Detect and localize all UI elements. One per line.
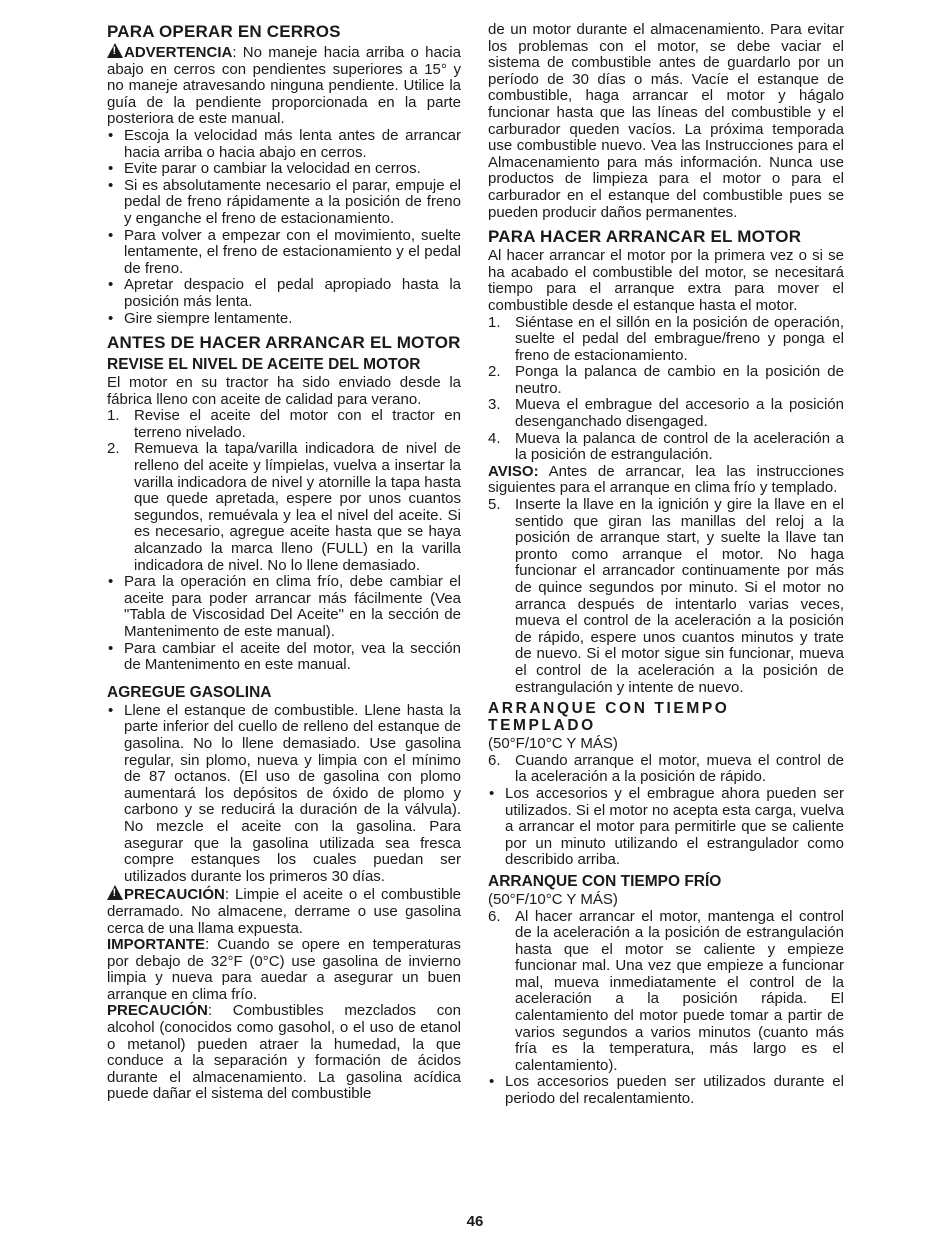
heading-para-operar-en-cerros: PARA OPERAR EN CERROS xyxy=(107,22,341,41)
page-number: 46 xyxy=(466,1213,484,1230)
aceite-intro: El motor en su tractor ha sido enviado desde la fábrica lleno con aceite de calidad para verano. xyxy=(107,374,461,408)
heading-para-hacer-arrancar-el-motor: PARA HACER ARRANCAR EL MOTOR xyxy=(488,227,802,247)
step-number: 1. xyxy=(488,313,501,331)
templado-bullet-list xyxy=(488,786,844,869)
step-number: 3. xyxy=(488,396,501,414)
list-item xyxy=(488,753,844,786)
list-item-text: Para volver a empezar con el movimiento, suelte lentamente, el freno de estacionamiento y el pedal de freno. xyxy=(124,226,461,277)
list-item xyxy=(488,431,844,464)
step-text: Cuando arranque el motor, mueva el control de la aceleración a la posición de rápido. xyxy=(515,751,844,786)
step-text: Siéntase en el sillón en la posición de operación, suelte el pedal del embrague/freno y ponga el freno de estacionamiento. xyxy=(515,313,844,364)
precaucion-text: : Combustibles mezclados con alcohol (conocidos como gasohol, o el uso de etanol o metanol) pueden atraer la humedad, la que conduce a la separación y formación de ácidos durante el almacenamiento. La gasolina acídica puede dañar el sistema del combustible xyxy=(107,1002,461,1103)
step-text: Al hacer arrancar el motor, mantenga el control de la aceleración a la posición de estrangulación hasta que el motor se caliente y empieze funcionar mal. Una vez que empieze a funcionar mal, mueva inmediatamente el control de la aceleración a la posición rápida. El calentamiento del motor puede tomar a partir de varios segundos a varios minutos (cuanto más fría es la temperatura, más largo es el calentamiento). xyxy=(515,907,844,1074)
warning-triangle-icon xyxy=(107,885,123,900)
list-item xyxy=(488,397,844,430)
templado-temperature: (50°F/10°C Y MÁS) xyxy=(488,735,618,753)
list-item: • Escoja la velocidad más lenta antes de arrancar hacia arriba o hacia abajo en cerros. xyxy=(108,126,461,161)
list-item: • Los accesorios y el embrague ahora pueden ser utilizados. Si el motor no acepta esta carga, vuelva a arrancar el motor para permitirle que se caliente por un minuto utilizando el estrangulador como describido arriba. xyxy=(489,784,844,869)
precaucion-label: PRECAUCIÓN xyxy=(124,886,225,904)
advertencia-label: ADVERTENCIA xyxy=(124,44,233,61)
list-item-text: Para la operación en clima frío, debe cambiar el aceite para poder arrancar más fácilmente (Vea "Tabla de Viscosidad Del Aceite" en la sección de Mantenimento de este manual). xyxy=(124,573,461,640)
arrancar-intro: Al hacer arrancar el motor por la primera vez o si se ha acabado el combustible del motor, se necesitará tiempo para el arranque extra para mover el combustible desde el estanque hasta el motor. xyxy=(488,247,844,314)
templado-steps xyxy=(488,753,844,786)
step-text: Revise el aceite del motor con el tractor en terreno nivelado. xyxy=(134,407,461,441)
frio-temperature: (50°F/10°C Y MÁS) xyxy=(488,890,618,908)
list-item-text: Apretar despacio el pedal apropiado hasta la posición más lenta. xyxy=(124,276,461,310)
advertencia-text: : No maneje hacia arriba o hacia abajo en cerros con pendientes superiores a 15° y no maneje atravesando ninguna pendiente. Utilice la guía de la pendiente proporcionada en la parte posteriora de este manual. xyxy=(107,44,461,128)
heading-arranque-tiempo-frio: ARRANQUE CON TIEMPO FRÍO xyxy=(488,872,722,890)
list-item-text: Si es absolutamente necesario el parar, empuje el pedal de freno rápidamente a la posición de freno y enganche el freno de estacionamiento. xyxy=(124,176,461,227)
right-column xyxy=(488,22,844,1108)
step-number: 5. xyxy=(488,496,501,514)
list-item: • Los accesorios pueden ser utilizados durante el periodo del recalentamiento. xyxy=(489,1073,844,1108)
precaucion-combustibles-paragraph xyxy=(107,1003,461,1103)
list-item: • Para volver a empezar con el movimiento, suelte lentamente, el freno de estacionamiento y el pedal de freno. xyxy=(108,226,461,277)
aviso-label: AVISO: xyxy=(488,462,539,480)
importante-text: : Cuando se opere en temperaturas por debajo de 32°F (0°C) use gasolina de invierno limpia y nueva para auedar a asegurar un buen arranque en clima frío. xyxy=(107,936,461,1003)
list-item-text: Llene el estanque de combustible. Llene hasta la parte inferior del cuello de relleno del estanque de gasolina. No lo llene demasiado. Use gasolina regular, sin plomo, nueva y limpia con el mínimo de 87 octanos. (El uso de gasolina con plomo aumentará los depósitos de óxido de plomo y carbono y se reducirá la duración de la válvula). No mezcle el aceite con la gasolina. Para asegurar que la gasolina utilizada sea fresca compre estanques los cuales puedan ser utilizados durante los primeros 30 días. xyxy=(124,701,461,885)
left-column xyxy=(107,22,461,1103)
precaucion-text: : Limpie el aceite o el combustible derramado. No almacene, derrame o use gasolina cerca de una llama expuesta. xyxy=(107,886,461,937)
list-item xyxy=(488,364,844,397)
aviso-paragraph xyxy=(488,464,844,497)
step-number: 4. xyxy=(488,429,501,447)
arrancar-steps xyxy=(488,315,844,464)
importante-label: IMPORTANTE xyxy=(107,936,206,954)
importante-paragraph xyxy=(107,937,461,1003)
heading-agregue-gasolina: AGREGUE GASOLINA xyxy=(107,683,272,701)
frio-bullet-list xyxy=(488,1074,844,1107)
step-number: 1. xyxy=(107,407,120,425)
step-text: Mueva el embrague del accesorio a la posición desenganchado disengaged. xyxy=(515,396,844,431)
advertencia-paragraph xyxy=(107,43,461,128)
heading-antes-de-hacer-arrancar: ANTES DE HACER ARRANCAR EL MOTOR xyxy=(107,333,461,353)
list-item xyxy=(107,408,461,441)
list-item-text: Para cambiar el aceite del motor, vea la sección de Mantenimento en este manual. xyxy=(124,639,461,674)
aceite-bullet-list xyxy=(107,574,461,674)
heading-arranque-tiempo-templado: ARRANQUE CON TIEMPO TEMPLADO xyxy=(488,700,730,735)
step-number: 2. xyxy=(107,440,120,458)
step-text: Inserte la llave en la ignición y gire la llave en el sentido que giran las manillas del reloj a la posición de arranque start, y suelte la llave tan pronto como arranque el motor. No haga funcionar el arrancador continuamente por más de quince segundos por minuto. Si el motor no arranca después de intentarlo varias veces, mueva el control de la aceleración a la posición de rápido, espere unos cuantos minutos y trate de nuevo. Si el motor sigue sin funcionar, mueva el control de la aceleración a la posición de estrangulación y intente de nuevo. xyxy=(515,496,844,696)
list-item-text: Escoja la velocidad más lenta antes de arrancar hacia arriba o hacia abajo en cerros. xyxy=(124,126,461,161)
step-text: Remueva la tapa/varilla indicadora de nivel de relleno del aceite y límpielas, vuelva a insertar la varilla indicadora de nivel y atornille la tapa hasta que quede apretada, espere por unos cuantos segundos, remuévala y lea el nivel del aceite. Si es necesario, agregue aceite hasta que se haya alcanzado la marca lleno (FULL) en la varilla indicadora de nivel. No lo llene demasiado. xyxy=(134,440,461,574)
list-item: • Para cambiar el aceite del motor, vea la sección de Mantenimento en este manual. xyxy=(108,639,461,674)
step-text: Ponga la palanca de cambio en la posición de neutro. xyxy=(515,363,844,397)
precaucion-label: PRECAUCIÓN xyxy=(107,1002,208,1020)
list-item: • Llene el estanque de combustible. Llene hasta la parte inferior del cuello de relleno del estanque de gasolina. No lo llene demasiado. Use gasolina regular, sin plomo, nueva y limpia con el mínimo de 87 octanos. (El uso de gasolina con plomo aumentará los depósitos de óxido de plomo y carbono y se reducirá la duración de la válvula). No mezcle el aceite con la gasolina. Para asegurar que la gasolina utilizada sea fresca compre estanques los cuales puedan ser utilizados durante los primeros 30 días. xyxy=(108,701,461,885)
list-item xyxy=(488,497,844,696)
list-item-text: Gire siempre lentamente. xyxy=(124,309,293,327)
heading-revise-nivel-aceite: REVISE EL NIVEL DE ACEITE DEL MOTOR xyxy=(107,356,421,374)
list-item xyxy=(107,441,461,574)
step-number: 6. xyxy=(488,751,501,769)
list-item: • Para la operación en clima frío, debe cambiar el aceite para poder arrancar más fácilmente (Vea "Tabla de Viscosidad Del Aceite" en la sección de Mantenimento de este manual). xyxy=(108,573,461,640)
arrancar-step-5 xyxy=(488,497,844,696)
frio-steps xyxy=(488,909,844,1075)
list-item-text: Los accesorios y el embrague ahora pueden ser utilizados. Si el motor no acepta esta carga, vuelva a arrancar el motor para permitirle que se caliente por un minuto utilizando el estrangulador como describido arriba. xyxy=(505,784,844,869)
aceite-steps xyxy=(107,408,461,574)
precaucion-paragraph xyxy=(107,885,461,937)
step-number: 2. xyxy=(488,363,501,381)
list-item: • Gire siempre lentamente. xyxy=(108,309,293,327)
aviso-text: Antes de arrancar, lea las instrucciones siguientes para el arranque en clima frío y templado. xyxy=(488,462,844,497)
list-item: • Si es absolutamente necesario el parar, empuje el pedal de freno rápidamente a la posición de freno y enganche el freno de estacionamiento. xyxy=(108,176,461,227)
step-text: Mueva la palanca de control de la aceleración a la posición de estrangulación. xyxy=(515,429,844,464)
warning-triangle-icon xyxy=(107,43,123,58)
gasolina-bullet-list xyxy=(107,703,461,886)
list-item: • Apretar despacio el pedal apropiado hasta la posición más lenta. xyxy=(108,276,461,310)
list-item xyxy=(488,315,844,365)
cerros-bullet-list xyxy=(107,128,461,327)
step-number: 6. xyxy=(488,907,501,925)
continued-paragraph: de un motor durante el almacenamiento. Para evitar los problemas con el motor, se debe vaciar el sistema de combustible antes de guardarlo por un período de 30 días o más. Vacíe el estanque de combustible, haga arrancar el motor y hágalo funcionar hasta que las líneas del combustible y el carburador queden vacíos. La próxima temporada use combustible nuevo. Vea las Instrucciones para el Almacenamiento para más información. Nunca use productos de limpieza para el motor o para el carburador en el estanque del combustible pues se pueden producir daños permanentes. xyxy=(488,21,844,221)
list-item-text: Evite parar o cambiar la velocidad en cerros. xyxy=(124,160,421,178)
list-item: • Evite parar o cambiar la velocidad en cerros. xyxy=(108,160,421,178)
list-item xyxy=(488,909,844,1075)
list-item-text: Los accesorios pueden ser utilizados durante el periodo del recalentamiento. xyxy=(505,1073,844,1108)
